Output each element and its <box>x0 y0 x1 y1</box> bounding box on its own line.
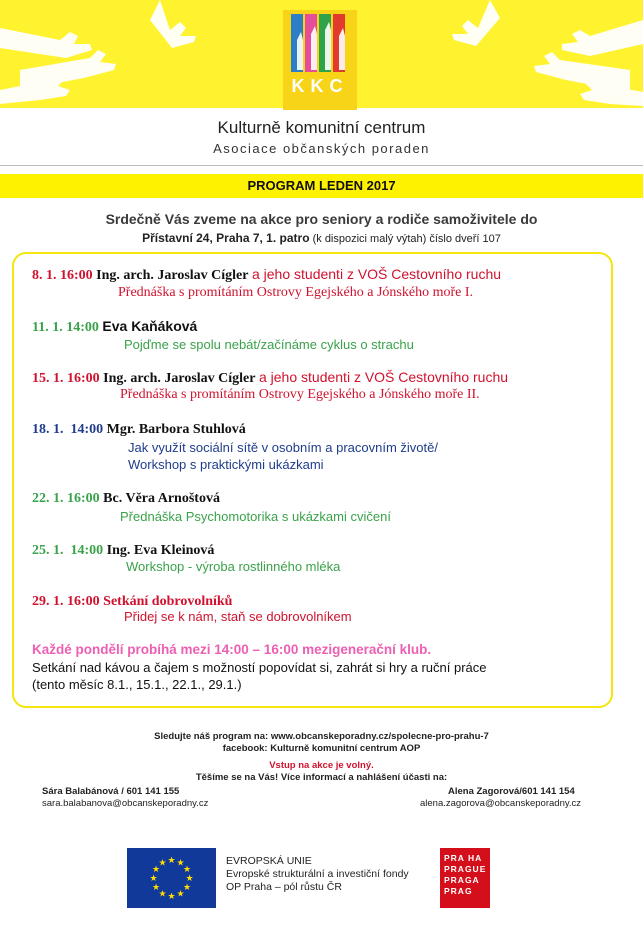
event-date: 29. 1. 16:00 <box>32 594 100 609</box>
svg-text:★: ★ <box>158 889 167 900</box>
event-desc: Workshop - výroba rostlinného mléka <box>126 559 341 574</box>
svg-text:★: ★ <box>151 865 161 875</box>
event-desc: Přednáška Psychomotorika s ukázkami cvičení <box>120 509 391 524</box>
contact2-email[interactable]: alena.zagorova@obcanskeporadny.cz <box>420 798 582 809</box>
event-date: 15. 1. 16:00 <box>32 371 100 386</box>
eu-line3: OP Praha – pól růstu ČR <box>226 881 342 893</box>
org-name: Kulturně komunitní centrum <box>217 118 426 137</box>
svg-text:★: ★ <box>167 892 176 902</box>
praha-line: PRAGUE <box>444 864 487 874</box>
club-title: Každé pondělí probíhá mezi 14:00 – 16:00 mezigenerační klub. <box>32 642 432 657</box>
contact1-email[interactable]: sara.balabanova@obcanskeporadny.cz <box>42 798 209 809</box>
footer-free-entry: Vstup na akce je volný. <box>269 760 374 771</box>
event-speaker: Setkání dobrovolníků <box>103 594 233 609</box>
club-line2: (tento měsíc 8.1., 15.1., 22.1., 29.1.) <box>32 677 242 692</box>
club-line1: Setkání nad kávou a čajem s možností popovídat si, zahrát si hry a ruční práce <box>32 660 487 675</box>
address-bold: Přístavní 24, Praha 7, 1. patro <box>142 231 310 245</box>
eu-stars-icon <box>127 848 216 908</box>
org-subtitle: Asociace občanských poraden <box>213 141 430 156</box>
svg-text:★: ★ <box>149 874 158 884</box>
event-desc: Přednáška s promítáním Ostrovy Egejského a Jónského moře II. <box>120 387 480 402</box>
event-row <box>32 490 220 507</box>
praha-line: PRAGA <box>444 875 480 885</box>
event-date: 25. 1. 14:00 <box>32 543 104 558</box>
event-row <box>32 421 246 438</box>
footer-web: Sledujte náš program na: www.obcanskeporadny.cz/spolecne-pro-prahu-7 <box>154 731 489 742</box>
eu-text <box>226 855 409 894</box>
event-speaker: Eva Kaňáková <box>102 318 198 334</box>
svg-text:★: ★ <box>151 883 161 893</box>
eu-line2: Evropské strukturální a investiční fondy <box>226 868 409 880</box>
event-speaker: Bc. Věra Arnoštová <box>103 491 220 506</box>
svg-text:★: ★ <box>182 883 192 893</box>
address <box>0 231 643 245</box>
event-date: 22. 1. 16:00 <box>32 491 100 506</box>
event-speaker: Ing. arch. Jaroslav Cígler <box>96 268 249 283</box>
praha-line: PRA HA <box>444 853 483 863</box>
event-speaker: Ing. Eva Kleinová <box>106 543 215 558</box>
logo-hands-icon <box>283 10 357 76</box>
event-desc: Jak využít sociální sítě v osobním a pracovním životě/ <box>128 440 438 455</box>
event-row <box>32 266 501 284</box>
praha-line: PRAG <box>444 886 473 896</box>
svg-text:★: ★ <box>185 874 194 884</box>
divider <box>0 165 643 166</box>
svg-text:★: ★ <box>176 889 185 900</box>
address-note: (k dispozici malý výtah) číslo dveří 107 <box>312 233 501 245</box>
event-speaker: Mgr. Barbora Stuhlová <box>106 422 246 437</box>
event-row <box>32 318 197 336</box>
program-banner <box>0 174 643 198</box>
event-speaker: Ing. arch. Jaroslav Cígler <box>103 371 256 386</box>
svg-text:★: ★ <box>158 858 167 869</box>
contact2-name: Alena Zagorová/601 141 154 <box>448 786 575 797</box>
eu-line1: EVROPSKÁ UNIE <box>226 855 312 867</box>
event-date: 18. 1. 14:00 <box>32 422 104 437</box>
logo-text: KKC <box>291 76 349 96</box>
event-row <box>32 542 214 559</box>
praha-logo <box>440 848 490 908</box>
event-date: 11. 1. 14:00 <box>32 320 99 335</box>
svg-text:★: ★ <box>176 858 185 869</box>
event-desc: Přednáška s promítáním Ostrovy Egejského a Jónského moře I. <box>118 285 473 300</box>
event-row <box>32 369 508 387</box>
footer-info: Těšíme se na Vás! Více informací a nahlášení účasti na: <box>195 772 448 783</box>
invite-text: Srdečně Vás zveme na akce pro seniory a rodiče samoživitele do <box>105 211 538 227</box>
footer-facebook: facebook: Kulturně komunitní centrum AOP <box>222 743 421 754</box>
event-desc: Pojďme se spolu nebát/začínáme cyklus o strachu <box>124 337 414 352</box>
event-desc: Přidej se k nám, staň se dobrovolníkem <box>124 609 352 624</box>
eu-flag-icon <box>127 848 216 908</box>
event-extra: a jeho studenti z VOŠ Cestovního ruchu <box>251 266 502 282</box>
program-title: PROGRAM LEDEN 2017 <box>247 178 396 193</box>
contact1-name: Sára Balabánová / 601 141 155 <box>42 786 180 797</box>
svg-text:★: ★ <box>167 856 176 866</box>
event-desc-2: Workshop s praktickými ukázkami <box>128 457 324 472</box>
event-extra: a jeho studenti z VOŠ Cestovního ruchu <box>258 369 509 385</box>
event-date: 8. 1. 16:00 <box>32 268 93 283</box>
svg-text:★: ★ <box>182 865 192 875</box>
